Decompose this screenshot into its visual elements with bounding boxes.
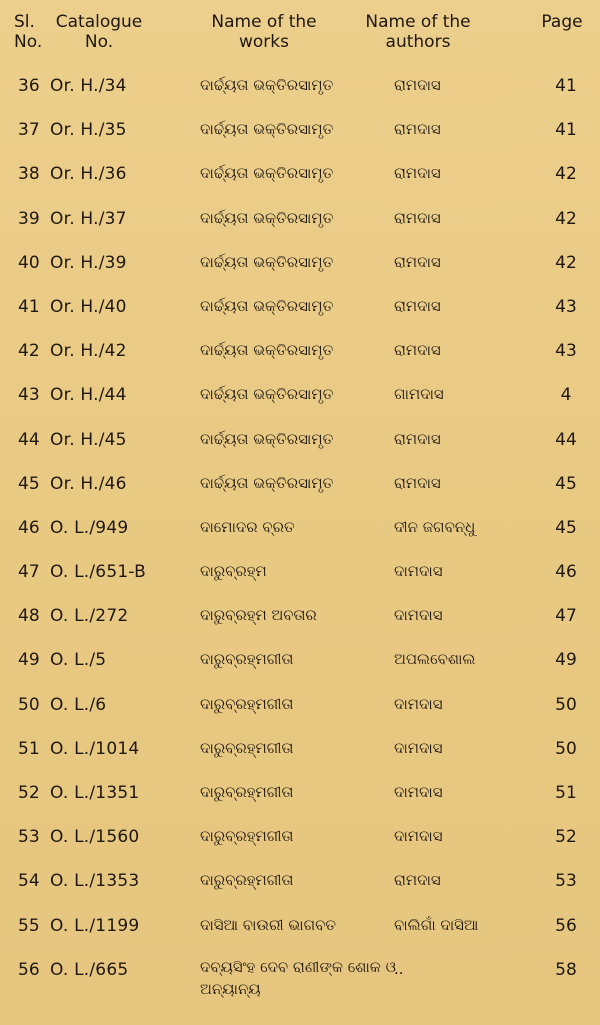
table-row bbox=[0, 685, 600, 729]
catalogue-number: O. L./1560 bbox=[50, 827, 140, 848]
table-row bbox=[0, 508, 600, 552]
work-name: ଦାର୍ଢ୍ୟତା ଭକ୍ତିରସାମୃତ bbox=[200, 76, 334, 94]
page-number: 43 bbox=[555, 341, 577, 362]
work-name: ଦାର୍ଢ୍ୟତା ଭକ୍ତିରସାମୃତ bbox=[200, 296, 334, 315]
work-name: ଦାର୍ଢ୍ୟତା ଭକ୍ତିରସାମୃତ bbox=[200, 208, 334, 227]
table-row bbox=[0, 331, 600, 375]
table-row bbox=[0, 906, 600, 950]
table-row bbox=[0, 950, 600, 998]
catalogue-number: Or. H./44 bbox=[50, 385, 127, 406]
author-name: ଦାମଦାସ bbox=[394, 783, 443, 801]
work-name: ଦାର୍ଢ୍ୟତା ଭକ୍ତିରସାମୃତ bbox=[200, 252, 334, 271]
table-row bbox=[0, 773, 600, 817]
table-row bbox=[0, 861, 600, 905]
author-name: ବାଲିଗାଁ ଦାସିଆ bbox=[394, 915, 479, 934]
page-number: 56 bbox=[555, 915, 577, 936]
table-row bbox=[0, 287, 600, 331]
work-name: ଦାସିଆ ବାଉରୀ ଭାଗବତ bbox=[200, 915, 337, 934]
table-row bbox=[0, 243, 600, 287]
author-name: ରାମଦାସ bbox=[394, 473, 441, 492]
author-name: ଦାମଦାସ bbox=[394, 694, 443, 713]
sl-number: 39 bbox=[18, 208, 40, 229]
catalogue-number: Or. H./35 bbox=[50, 120, 127, 141]
catalogue-number: O. L./665 bbox=[50, 959, 129, 980]
sl-number: 52 bbox=[18, 783, 40, 803]
catalogue-number: Or. H./34 bbox=[50, 76, 127, 96]
catalogue-number: O. L./1014 bbox=[50, 738, 140, 759]
page-number: 50 bbox=[555, 694, 577, 715]
work-name: ଦାର୍ଢ୍ୟତା ଭକ୍ତିରସାମୃତ bbox=[200, 429, 334, 448]
work-name: ଦାର୍ଢ୍ୟତା ଭକ୍ତିରସାମୃତ bbox=[200, 385, 334, 404]
sl-number: 48 bbox=[18, 606, 40, 627]
sl-number: 40 bbox=[18, 252, 40, 273]
sl-number: 50 bbox=[18, 694, 40, 715]
work-name: ଦାମୋଦର ବ୍ରତ bbox=[200, 517, 295, 536]
page-number: 46 bbox=[555, 562, 577, 583]
catalogue-number: Or. H./39 bbox=[50, 252, 127, 273]
catalogue-number: O. L./272 bbox=[50, 606, 129, 627]
table-row bbox=[0, 640, 600, 684]
table-row bbox=[0, 375, 600, 419]
page-number: 53 bbox=[555, 871, 577, 892]
author-name: ରାମଦାସ bbox=[394, 120, 441, 139]
page-number: 42 bbox=[555, 164, 577, 185]
page-number: 41 bbox=[555, 120, 577, 141]
table-row bbox=[0, 199, 600, 243]
work-name: ଦାର୍ଢ୍ୟତା ଭକ୍ତିରସାମୃତ bbox=[200, 120, 334, 139]
author-name: ଦାମଦାସ bbox=[394, 738, 443, 757]
page-number: 47 bbox=[555, 606, 577, 627]
work-name: ଦାର୍ଢ୍ୟତା ଭକ୍ତିରସାମୃତ bbox=[200, 473, 334, 492]
sl-number: 43 bbox=[18, 385, 40, 406]
author-name: ଗାମଦାସ bbox=[394, 385, 444, 404]
page-number: 43 bbox=[555, 296, 577, 317]
work-name: ଦାରୁବ୍ରହ୍ମଗୀତା bbox=[200, 694, 294, 713]
author-name: ଦାମଦାସ bbox=[394, 827, 443, 846]
author-name: ରାମଦାସ bbox=[394, 252, 441, 271]
author-name: ଦାମଦାସ bbox=[394, 606, 443, 625]
header-catalogue-no: Catalogue No. bbox=[55, 12, 143, 52]
catalogue-table-body bbox=[0, 66, 600, 998]
work-name: ଦାରୁବ୍ରହ୍ମଗୀତା bbox=[200, 650, 294, 669]
sl-number: 37 bbox=[18, 120, 40, 141]
page-number: 49 bbox=[555, 650, 577, 671]
catalogue-number: Or. H./45 bbox=[50, 429, 127, 450]
header-sl-no: Sl. No. bbox=[14, 12, 43, 52]
page-number: 4 bbox=[560, 385, 572, 406]
catalogue-number: Or. H./46 bbox=[50, 473, 127, 494]
table-row bbox=[0, 596, 600, 640]
page-number: 50 bbox=[555, 738, 577, 759]
catalogue-number: Or. H./42 bbox=[50, 341, 127, 362]
sl-number: 55 bbox=[18, 915, 40, 936]
work-name: ଦାରୁବ୍ରହ୍ମଗୀତା bbox=[200, 783, 294, 801]
author-name: ଅପଲବେଶାଲ bbox=[394, 650, 476, 669]
sl-number: 38 bbox=[18, 164, 40, 185]
work-name: ଦାରୁବ୍ରହ୍ମ bbox=[200, 562, 267, 581]
work-name: ଦାରୁବ୍ରହ୍ମଗୀତା bbox=[200, 871, 294, 890]
sl-number: 51 bbox=[18, 738, 40, 759]
table-row bbox=[0, 552, 600, 596]
sl-number: 46 bbox=[18, 517, 40, 538]
work-name: ଦାରୁବ୍ରହ୍ମଗୀତା bbox=[200, 738, 294, 757]
sl-number: 36 bbox=[18, 76, 40, 96]
author-name: ଦୀନ ଜଗବନ୍ଧୁ bbox=[394, 517, 476, 536]
table-row bbox=[0, 66, 600, 110]
author-name: ରାମଦାସ bbox=[394, 296, 441, 315]
catalogue-number: O. L./1351 bbox=[50, 783, 140, 803]
author-name: ରାମଦାସ bbox=[394, 871, 441, 890]
author-name: .. bbox=[394, 959, 404, 978]
catalogue-number: Or. H./40 bbox=[50, 296, 127, 317]
page-number: 52 bbox=[555, 827, 577, 848]
work-name: ଦବ୍ୟସିଂହ ଦେବ ରାଣୀଙ୍କ ଶୋକ ଓ ଅନ୍ୟାନ୍ୟ bbox=[200, 957, 396, 998]
catalogue-number: O. L./6 bbox=[50, 694, 107, 715]
table-row bbox=[0, 817, 600, 861]
page-number: 58 bbox=[555, 959, 577, 980]
table-row bbox=[0, 729, 600, 773]
work-name: ଦାର୍ଢ୍ୟତା ଭକ୍ତିରସାମୃତ bbox=[200, 164, 334, 183]
table-row bbox=[0, 420, 600, 464]
sl-number: 45 bbox=[18, 473, 40, 494]
header-works: Name of the works bbox=[211, 12, 317, 52]
catalogue-number: O. L./949 bbox=[50, 517, 129, 538]
catalogue-number: Or. H./36 bbox=[50, 164, 127, 185]
table-row bbox=[0, 154, 600, 198]
sl-number: 42 bbox=[18, 341, 40, 362]
catalogue-number: Or. H./37 bbox=[50, 208, 127, 229]
page-number: 44 bbox=[555, 429, 577, 450]
sl-number: 44 bbox=[18, 429, 40, 450]
author-name: ରାମଦାସ bbox=[394, 208, 441, 227]
page-number: 45 bbox=[555, 517, 577, 538]
author-name: ରାମଦାସ bbox=[394, 76, 441, 94]
page-number: 42 bbox=[555, 252, 577, 273]
catalogue-number: O. L./651-B bbox=[50, 562, 146, 583]
table-row bbox=[0, 464, 600, 508]
work-name: ଦାର୍ଢ୍ୟତା ଭକ୍ତିରସାମୃତ bbox=[200, 341, 334, 360]
sl-number: 53 bbox=[18, 827, 40, 848]
sl-number: 54 bbox=[18, 871, 40, 892]
catalogue-number: O. L./5 bbox=[50, 650, 107, 671]
author-name: ରାମଦାସ bbox=[394, 429, 441, 448]
sl-number: 56 bbox=[18, 959, 40, 980]
work-name: ଦାରୁବ୍ରହ୍ମଗୀତା bbox=[200, 827, 294, 846]
catalogue-number: O. L./1353 bbox=[50, 871, 140, 892]
page-number: 45 bbox=[555, 473, 577, 494]
author-name: ରାମଦାସ bbox=[394, 341, 441, 360]
page-number: 42 bbox=[555, 208, 577, 229]
work-name: ଦାରୁବ୍ରହ୍ମ ଅବତାର bbox=[200, 606, 317, 625]
table-header bbox=[0, 12, 600, 60]
catalogue-number: O. L./1199 bbox=[50, 915, 140, 936]
table-row bbox=[0, 110, 600, 154]
sl-number: 49 bbox=[18, 650, 40, 671]
page-number: 51 bbox=[555, 783, 577, 803]
page-number: 41 bbox=[555, 76, 577, 96]
author-name: ଦାମଦାସ bbox=[394, 562, 443, 581]
sl-number: 41 bbox=[18, 296, 40, 317]
header-page: Page bbox=[541, 12, 583, 32]
sl-number: 47 bbox=[18, 562, 40, 583]
author-name: ରାମଦାସ bbox=[394, 164, 441, 183]
header-authors: Name of the authors bbox=[365, 12, 471, 52]
